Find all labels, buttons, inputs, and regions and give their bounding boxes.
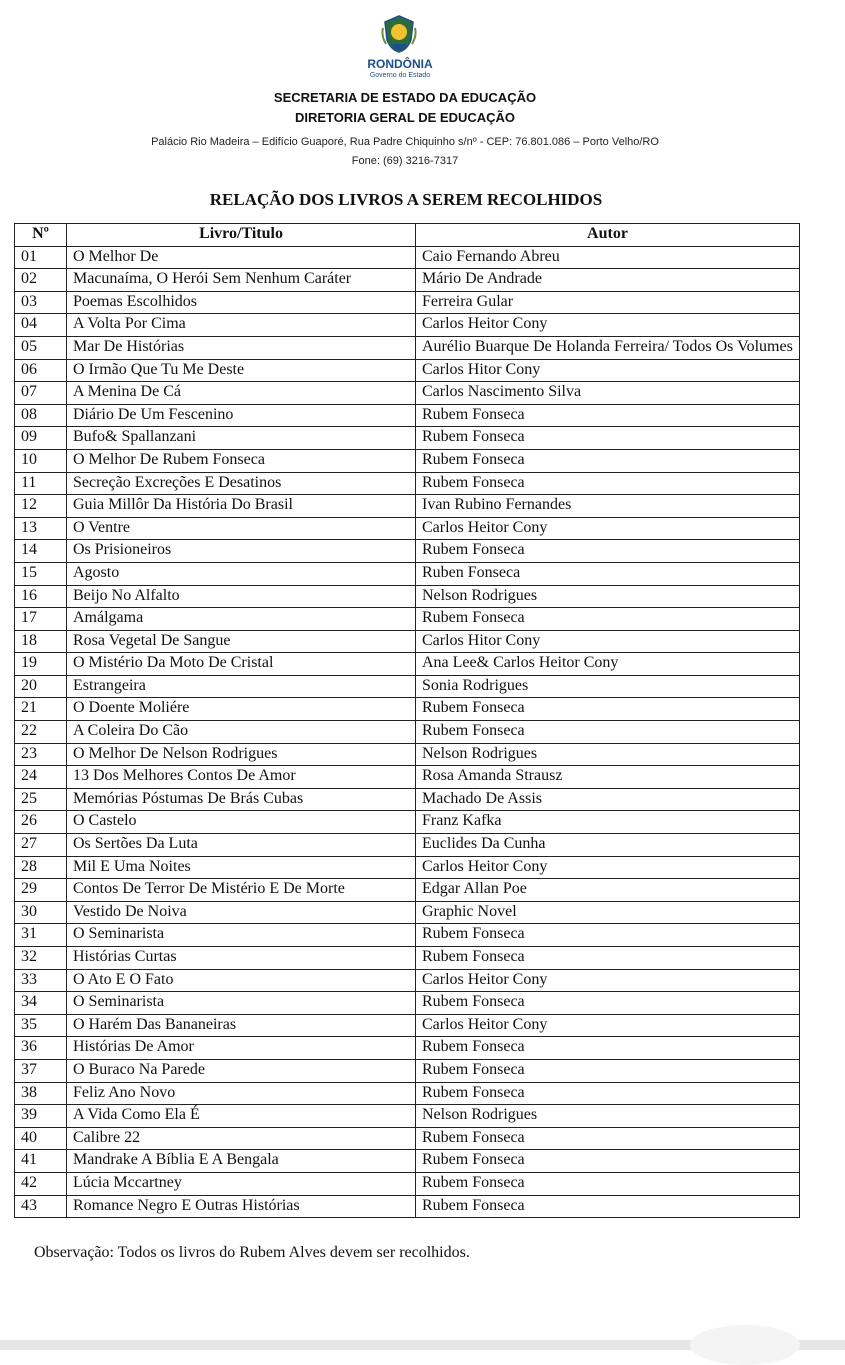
cell-number: 35	[15, 1014, 67, 1037]
cell-number: 09	[15, 427, 67, 450]
cell-title: Os Prisioneiros	[67, 540, 416, 563]
cell-author: Rubem Fonseca	[416, 1037, 800, 1060]
state-coat-of-arms-icon	[381, 14, 417, 54]
cell-number: 18	[15, 630, 67, 653]
cell-number: 39	[15, 1105, 67, 1128]
table-row	[15, 1037, 800, 1060]
cell-author: Carlos Hitor Cony	[416, 359, 800, 382]
cell-title: Memórias Póstumas De Brás Cubas	[67, 788, 416, 811]
cell-title: Mar De Histórias	[67, 336, 416, 359]
address: Palácio Rio Madeira – Edifício Guaporé, Rua Padre Chiquinho s/nº - CEP: 76.801.086 – Porto Velho/RO	[151, 136, 659, 148]
cell-title: O Mistério Da Moto De Cristal	[67, 653, 416, 676]
cell-author: Edgar Allan Poe	[416, 879, 800, 902]
cell-title: Contos De Terror De Mistério E De Morte	[67, 879, 416, 902]
table-row	[15, 743, 800, 766]
cell-author: Rosa Amanda Strausz	[416, 766, 800, 789]
cell-author: Mário De Andrade	[416, 269, 800, 292]
brand-name: RONDÔNIA	[367, 57, 433, 71]
cell-number: 21	[15, 698, 67, 721]
cell-author: Sonia Rodrigues	[416, 675, 800, 698]
cell-title: Beijo No Alfalto	[67, 585, 416, 608]
cell-number: 40	[15, 1127, 67, 1150]
cell-number: 03	[15, 291, 67, 314]
table-row	[15, 856, 800, 879]
cell-number: 36	[15, 1037, 67, 1060]
cell-author: Carlos Heitor Cony	[416, 969, 800, 992]
table-row	[15, 336, 800, 359]
table-row	[15, 721, 800, 744]
cell-author: Ruben Fonseca	[416, 562, 800, 585]
phone: Fone: (69) 3216-7317	[351, 155, 459, 167]
header-author: Autor	[416, 224, 800, 247]
table-row	[15, 517, 800, 540]
cell-number: 14	[15, 540, 67, 563]
table-row	[15, 382, 800, 405]
table-row	[15, 1059, 800, 1082]
cell-title: O Doente Moliére	[67, 698, 416, 721]
cell-title: O Seminarista	[67, 992, 416, 1015]
cell-title: Calibre 22	[67, 1127, 416, 1150]
cell-author: Carlos Heitor Cony	[416, 314, 800, 337]
page-corner-shadow	[690, 1325, 800, 1365]
cell-title: Macunaíma, O Herói Sem Nenhum Caráter	[67, 269, 416, 292]
cell-title: Mil E Uma Noites	[67, 856, 416, 879]
cell-author: Rubem Fonseca	[416, 608, 800, 631]
cell-author: Rubem Fonseca	[416, 947, 800, 970]
cell-title: Diário De Um Fescenino	[67, 404, 416, 427]
table-row	[15, 585, 800, 608]
cell-number: 01	[15, 246, 67, 269]
cell-title: O Melhor De Nelson Rodrigues	[67, 743, 416, 766]
cell-title: Amálgama	[67, 608, 416, 631]
cell-title: A Coleira Do Cão	[67, 721, 416, 744]
cell-title: Rosa Vegetal De Sangue	[67, 630, 416, 653]
table-row	[15, 901, 800, 924]
table-body	[15, 246, 800, 1218]
cell-author: Ivan Rubino Fernandes	[416, 495, 800, 518]
cell-author: Ana Lee& Carlos Heitor Cony	[416, 653, 800, 676]
table-row	[15, 495, 800, 518]
cell-number: 11	[15, 472, 67, 495]
cell-number: 05	[15, 336, 67, 359]
table-row	[15, 1014, 800, 1037]
cell-title: Os Sertões Da Luta	[67, 834, 416, 857]
cell-author: Rubem Fonseca	[416, 1150, 800, 1173]
table-row	[15, 630, 800, 653]
cell-author: Rubem Fonseca	[416, 1172, 800, 1195]
table-row	[15, 1195, 800, 1218]
cell-title: A Volta Por Cima	[67, 314, 416, 337]
table-row	[15, 947, 800, 970]
cell-author: Rubem Fonseca	[416, 427, 800, 450]
cell-author: Rubem Fonseca	[416, 992, 800, 1015]
cell-author: Rubem Fonseca	[416, 924, 800, 947]
cell-author: Rubem Fonseca	[416, 698, 800, 721]
cell-title: Secreção Excreções E Desatinos	[67, 472, 416, 495]
cell-author: Aurélio Buarque De Holanda Ferreira/ Todos Os Volumes	[416, 336, 800, 359]
cell-number: 43	[15, 1195, 67, 1218]
header-title: Livro/Titulo	[67, 224, 416, 247]
cell-title: O Ventre	[67, 517, 416, 540]
table-row	[15, 314, 800, 337]
cell-author: Rubem Fonseca	[416, 1195, 800, 1218]
cell-title: Bufo& Spallanzani	[67, 427, 416, 450]
table-row	[15, 992, 800, 1015]
cell-number: 33	[15, 969, 67, 992]
table-row	[15, 788, 800, 811]
table-row	[15, 246, 800, 269]
cell-author: Nelson Rodrigues	[416, 743, 800, 766]
table-row	[15, 608, 800, 631]
table-row	[15, 540, 800, 563]
cell-number: 15	[15, 562, 67, 585]
cell-title: Poemas Escolhidos	[67, 291, 416, 314]
cell-number: 06	[15, 359, 67, 382]
cell-number: 16	[15, 585, 67, 608]
cell-title: O Castelo	[67, 811, 416, 834]
cell-title: O Seminarista	[67, 924, 416, 947]
table-row	[15, 879, 800, 902]
cell-title: Histórias De Amor	[67, 1037, 416, 1060]
cell-author: Rubem Fonseca	[416, 1127, 800, 1150]
table-row	[15, 811, 800, 834]
cell-number: 30	[15, 901, 67, 924]
cell-author: Carlos Hitor Cony	[416, 630, 800, 653]
table-row	[15, 766, 800, 789]
table-row	[15, 562, 800, 585]
table-header-row	[15, 224, 800, 247]
cell-author: Carlos Heitor Cony	[416, 517, 800, 540]
table-row	[15, 359, 800, 382]
cell-number: 38	[15, 1082, 67, 1105]
cell-title: Agosto	[67, 562, 416, 585]
cell-title: Vestido De Noiva	[67, 901, 416, 924]
cell-number: 10	[15, 449, 67, 472]
cell-author: Machado De Assis	[416, 788, 800, 811]
header-number: Nº	[15, 224, 67, 247]
cell-author: Rubem Fonseca	[416, 449, 800, 472]
cell-number: 20	[15, 675, 67, 698]
cell-number: 26	[15, 811, 67, 834]
cell-author: Ferreira Gular	[416, 291, 800, 314]
cell-number: 37	[15, 1059, 67, 1082]
cell-title: Guia Millôr Da História Do Brasil	[67, 495, 416, 518]
cell-title: Romance Negro E Outras Histórias	[67, 1195, 416, 1218]
cell-author: Nelson Rodrigues	[416, 585, 800, 608]
cell-title: Feliz Ano Novo	[67, 1082, 416, 1105]
table-row	[15, 404, 800, 427]
cell-number: 29	[15, 879, 67, 902]
cell-title: Histórias Curtas	[67, 947, 416, 970]
cell-number: 28	[15, 856, 67, 879]
cell-title: O Buraco Na Parede	[67, 1059, 416, 1082]
table-row	[15, 472, 800, 495]
cell-number: 25	[15, 788, 67, 811]
table-row	[15, 698, 800, 721]
table-row	[15, 427, 800, 450]
cell-author: Nelson Rodrigues	[416, 1105, 800, 1128]
document-title: RELAÇÃO DOS LIVROS A SEREM RECOLHIDOS	[209, 190, 603, 209]
cell-title: O Melhor De	[67, 246, 416, 269]
cell-title: O Harém Das Bananeiras	[67, 1014, 416, 1037]
cell-number: 12	[15, 495, 67, 518]
cell-author: Rubem Fonseca	[416, 1082, 800, 1105]
table-row	[15, 1150, 800, 1173]
brand-subtitle: Governo do Estado	[369, 72, 431, 79]
directorate-name: DIRETORIA GERAL DE EDUCAÇÃO	[294, 110, 516, 125]
table-row	[15, 834, 800, 857]
table-row	[15, 1105, 800, 1128]
cell-number: 24	[15, 766, 67, 789]
cell-author: Caio Fernando Abreu	[416, 246, 800, 269]
cell-number: 07	[15, 382, 67, 405]
cell-number: 31	[15, 924, 67, 947]
cell-number: 27	[15, 834, 67, 857]
cell-number: 08	[15, 404, 67, 427]
cell-title: 13 Dos Melhores Contos De Amor	[67, 766, 416, 789]
cell-author: Rubem Fonseca	[416, 540, 800, 563]
cell-number: 32	[15, 947, 67, 970]
cell-number: 42	[15, 1172, 67, 1195]
table-row	[15, 653, 800, 676]
cell-title: O Irmão Que Tu Me Deste	[67, 359, 416, 382]
table-row	[15, 1127, 800, 1150]
cell-author: Rubem Fonseca	[416, 472, 800, 495]
cell-number: 02	[15, 269, 67, 292]
cell-title: Lúcia Mccartney	[67, 1172, 416, 1195]
table-row	[15, 449, 800, 472]
table-row	[15, 969, 800, 992]
cell-number: 41	[15, 1150, 67, 1173]
cell-author: Rubem Fonseca	[416, 721, 800, 744]
secretariat-name: SECRETARIA DE ESTADO DA EDUCAÇÃO	[273, 90, 537, 105]
table-row	[15, 675, 800, 698]
table-row	[15, 924, 800, 947]
cell-number: 13	[15, 517, 67, 540]
cell-author: Rubem Fonseca	[416, 1059, 800, 1082]
table-row	[15, 291, 800, 314]
cell-number: 19	[15, 653, 67, 676]
cell-title: A Vida Como Ela É	[67, 1105, 416, 1128]
cell-author: Euclides Da Cunha	[416, 834, 800, 857]
table-row	[15, 1172, 800, 1195]
cell-title: Estrangeira	[67, 675, 416, 698]
observation-note: Observação: Todos os livros do Rubem Alves devem ser recolhidos.	[34, 1244, 470, 1261]
books-table	[14, 223, 800, 1218]
table-row	[15, 1082, 800, 1105]
cell-number: 34	[15, 992, 67, 1015]
cell-number: 22	[15, 721, 67, 744]
cell-author: Rubem Fonseca	[416, 404, 800, 427]
table-row	[15, 269, 800, 292]
cell-number: 23	[15, 743, 67, 766]
cell-title: Mandrake A Bíblia E A Bengala	[67, 1150, 416, 1173]
cell-number: 17	[15, 608, 67, 631]
cell-author: Graphic Novel	[416, 901, 800, 924]
cell-author: Franz Kafka	[416, 811, 800, 834]
cell-title: O Ato E O Fato	[67, 969, 416, 992]
cell-author: Carlos Heitor Cony	[416, 856, 800, 879]
cell-title: A Menina De Cá	[67, 382, 416, 405]
cell-title: O Melhor De Rubem Fonseca	[67, 449, 416, 472]
cell-author: Carlos Nascimento Silva	[416, 382, 800, 405]
cell-number: 04	[15, 314, 67, 337]
cell-author: Carlos Heitor Cony	[416, 1014, 800, 1037]
